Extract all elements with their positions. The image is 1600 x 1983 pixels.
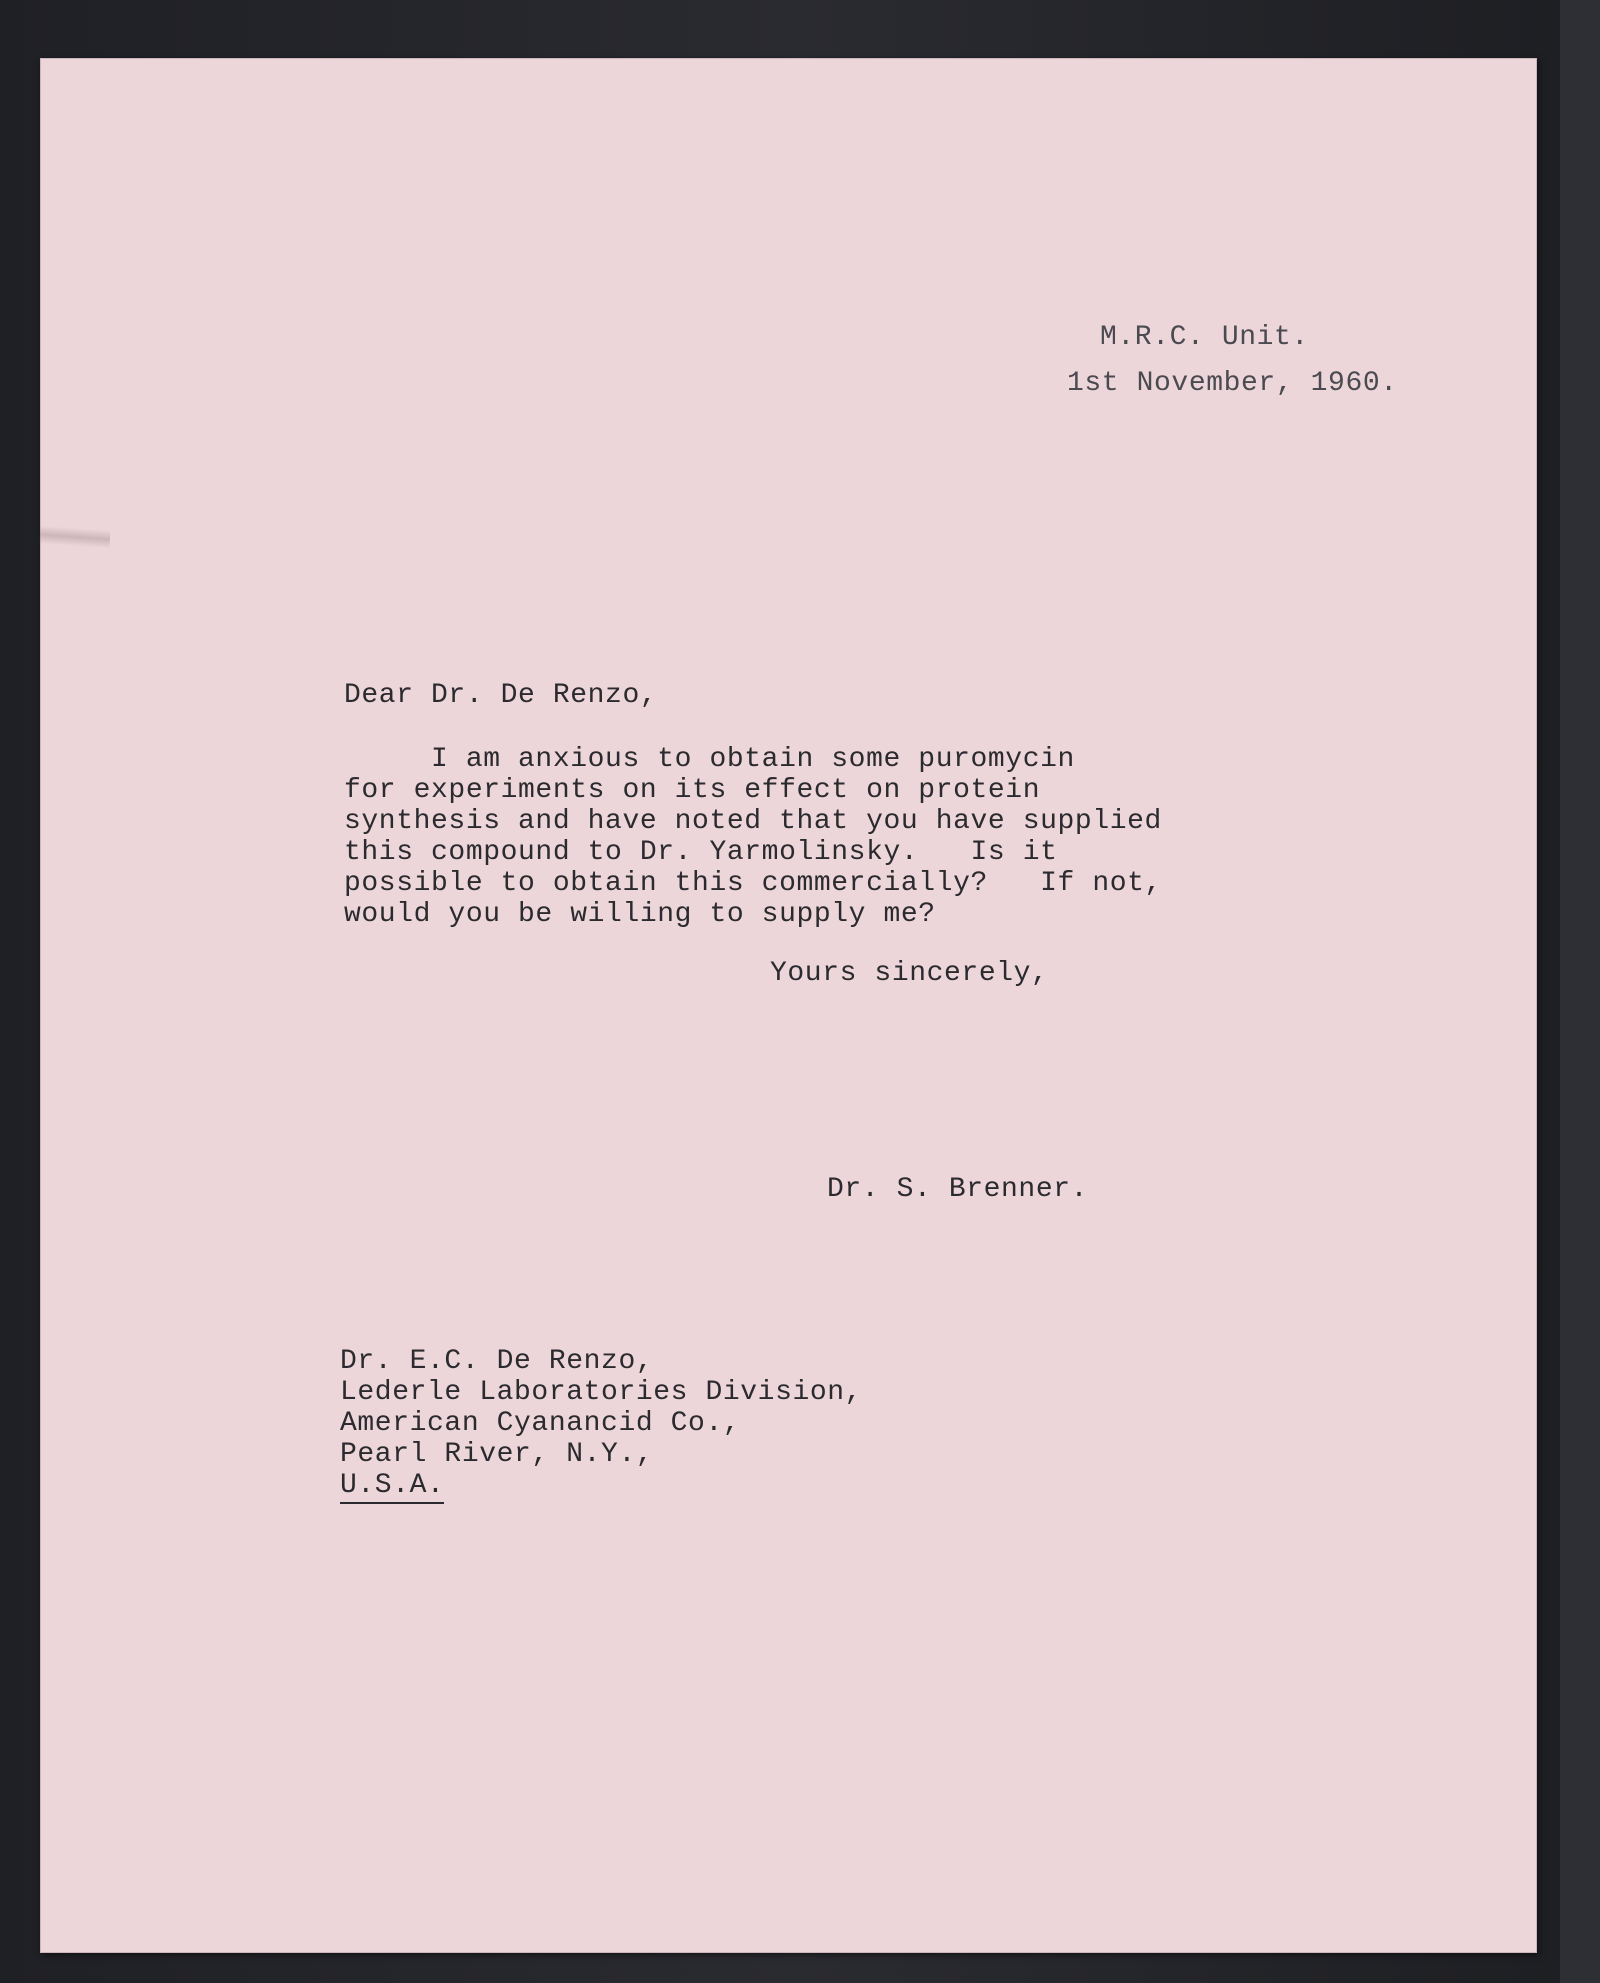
body-line-2: for experiments on its effect on protein [344,775,1041,806]
body-line-4: this compound to Dr. Yarmolinsky. Is it [344,837,1058,868]
letter-paper [40,58,1537,1953]
body-line-3: synthesis and have noted that you have supplied [344,806,1162,837]
scan-right-edge [1560,0,1600,1983]
body-line-5: possible to obtain this commercially? If not, [344,868,1162,899]
salutation: Dear Dr. De Renzo, [344,680,658,711]
body-line-1: I am anxious to obtain some puromycin [344,744,1075,775]
address-country: U.S.A. [340,1470,444,1504]
letter-date: 1st November, 1960. [1067,368,1398,399]
address-line-2: Lederle Laboratories Division, [340,1377,863,1408]
address-line-1: Dr. E.C. De Renzo, [340,1346,654,1377]
closing: Yours sincerely, [770,958,1049,989]
address-line-4: Pearl River, N.Y., [340,1439,654,1470]
letterhead-unit: M.R.C. Unit. [1100,322,1309,353]
body-line-6: would you be willing to supply me? [344,899,936,930]
address-line-3: American Cyanancid Co., [340,1408,741,1439]
address-country-line [340,1470,444,1501]
signature-name: Dr. S. Brenner. [827,1174,1089,1205]
